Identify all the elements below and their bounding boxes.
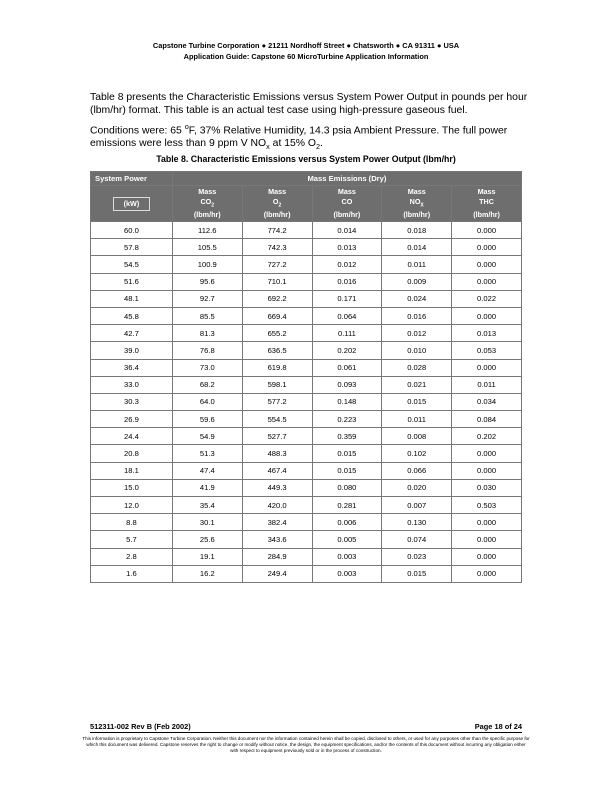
- table-row: [91, 256, 522, 273]
- table-cell: 0.015: [312, 462, 382, 479]
- table-cell: 42.7: [91, 325, 173, 342]
- table-cell: 0.020: [382, 479, 452, 496]
- table-row: [91, 497, 522, 514]
- table-cell: 25.6: [172, 531, 242, 548]
- table-row: [91, 325, 522, 342]
- table-cell: 92.7: [172, 290, 242, 307]
- table-cell: 0.015: [382, 565, 452, 582]
- table-cell: 45.8: [91, 307, 173, 324]
- table-row: [91, 290, 522, 307]
- table-cell: 0.202: [452, 428, 522, 445]
- table-row: [91, 239, 522, 256]
- table-cell: 39.0: [91, 342, 173, 359]
- table-cell: 0.171: [312, 290, 382, 307]
- table-cell: 0.011: [452, 376, 522, 393]
- table-row: [91, 307, 522, 324]
- table-cell: 54.9: [172, 428, 242, 445]
- header-system-power: System Power: [91, 172, 173, 186]
- table-cell: 20.8: [91, 445, 173, 462]
- table-row: [91, 342, 522, 359]
- body-text: [90, 91, 530, 157]
- header-col-0: Mass $CO_2$ (lbm/hr): [172, 186, 242, 222]
- paragraph-intro: Table 8 presents the Characteristic Emissions versus System Power Output in pounds per hour (lbm/hr) format. This table is an actual test case using high-pressure gaseous fuel.: [90, 92, 528, 116]
- conditions-text-a: Conditions were: 65: [90, 125, 185, 137]
- table-cell: 57.8: [91, 239, 173, 256]
- table-cell: 59.6: [172, 411, 242, 428]
- table-cell: 112.6: [172, 222, 242, 239]
- degree-sup: o: [184, 122, 189, 131]
- table-cell: 382.4: [242, 514, 312, 531]
- table-cell: 15.0: [91, 479, 173, 496]
- table-cell: 0.053: [452, 342, 522, 359]
- table-cell: 85.5: [172, 307, 242, 324]
- table-cell: 343.6: [242, 531, 312, 548]
- conditions-text-b: F, 37% Relative Humidity, 14.3 psia Ambient Pressure. The full power emissions were less than 9 ppm V NO: [90, 125, 508, 150]
- table-cell: 35.4: [172, 497, 242, 514]
- conditions-text-d: .: [320, 138, 323, 150]
- table-cell: 5.7: [91, 531, 173, 548]
- table-cell: 0.000: [452, 462, 522, 479]
- table-cell: 0.030: [452, 479, 522, 496]
- table-cell: 0.000: [452, 548, 522, 565]
- table-cell: 710.1: [242, 273, 312, 290]
- table-cell: 0.011: [382, 411, 452, 428]
- nox-sub: x: [266, 142, 270, 152]
- table-row: [91, 273, 522, 290]
- table-row: [91, 411, 522, 428]
- footer-page-number: Page 18 of 24: [474, 722, 522, 731]
- table-cell: 0.016: [382, 307, 452, 324]
- table-cell: 0.014: [382, 239, 452, 256]
- table-cell: 727.2: [242, 256, 312, 273]
- paragraph-conditions: [90, 120, 530, 154]
- header-company-line: Capstone Turbine Corporation ● 21211 Nordhoff Street ● Chatsworth ● CA 91311 ● USA: [152, 41, 460, 50]
- table-cell: 19.1: [172, 548, 242, 565]
- header-guide-line: Application Guide: Capstone 60 MicroTurbine Application Information: [183, 52, 429, 61]
- table-cell: 76.8: [172, 342, 242, 359]
- table-cell: 0.028: [382, 359, 452, 376]
- table-row: [91, 222, 522, 239]
- table-cell: 0.080: [312, 479, 382, 496]
- footer-divider: [90, 732, 522, 733]
- table-cell: 577.2: [242, 393, 312, 410]
- table-cell: 60.0: [91, 222, 173, 239]
- table-cell: 467.4: [242, 462, 312, 479]
- table-cell: 692.2: [242, 290, 312, 307]
- table-cell: 26.9: [91, 411, 173, 428]
- table-cell: 0.066: [382, 462, 452, 479]
- table-cell: 0.016: [312, 273, 382, 290]
- table-cell: 0.013: [312, 239, 382, 256]
- table-cell: 0.223: [312, 411, 382, 428]
- table-cell: 64.0: [172, 393, 242, 410]
- table-cell: 12.0: [91, 497, 173, 514]
- table-cell: 0.000: [452, 514, 522, 531]
- table-cell: 0.000: [452, 359, 522, 376]
- table-cell: 47.4: [172, 462, 242, 479]
- table-cell: 0.061: [312, 359, 382, 376]
- table-cell: 0.015: [382, 393, 452, 410]
- table-cell: 0.093: [312, 376, 382, 393]
- table-row: [91, 565, 522, 582]
- table-cell: 0.012: [312, 256, 382, 273]
- table-cell: 0.010: [382, 342, 452, 359]
- table-cell: 249.4: [242, 565, 312, 582]
- table-cell: 73.0: [172, 359, 242, 376]
- table-cell: 30.1: [172, 514, 242, 531]
- table-cell: 420.0: [242, 497, 312, 514]
- table-row: [91, 462, 522, 479]
- table-row: [91, 376, 522, 393]
- header-col-2: Mass CO (lbm/hr): [312, 186, 382, 222]
- table-cell: 24.4: [91, 428, 173, 445]
- footer-doc-id: 512311-002 Rev B (Feb 2002): [90, 722, 191, 731]
- table-cell: 0.034: [452, 393, 522, 410]
- table-cell: 0.000: [452, 222, 522, 239]
- table-cell: 54.5: [91, 256, 173, 273]
- table-cell: 0.012: [382, 325, 452, 342]
- header-kw-unit: (kW): [91, 186, 173, 222]
- footer-notice: This information is proprietary to Capstone Turbine Corporation. Neither this document nor the information contained herein shall be copied, disclosed to others, or used for any purposes other than the specific purpose for which this document was delivered. Capstone reserves the right to change or modify without notice, the design, the equipment specifications, and/or the contents of this document without incurring any obligation either with respect to equipment previously sold or in the process of construction.: [82, 736, 530, 753]
- o2-sub: 2: [316, 142, 321, 152]
- table-cell: 0.021: [382, 376, 452, 393]
- table-cell: 0.000: [452, 256, 522, 273]
- emissions-table: [90, 171, 522, 583]
- table-cell: 742.3: [242, 239, 312, 256]
- table-cell: 0.011: [382, 256, 452, 273]
- table-cell: 0.102: [382, 445, 452, 462]
- table-row: [91, 359, 522, 376]
- table-cell: 0.000: [452, 565, 522, 582]
- table-cell: 0.022: [452, 290, 522, 307]
- table-cell: 669.4: [242, 307, 312, 324]
- table-cell: 774.2: [242, 222, 312, 239]
- table-cell: 0.005: [312, 531, 382, 548]
- table-cell: 0.084: [452, 411, 522, 428]
- table-title: Table 8. Characteristic Emissions versus System Power Output (lbm/hr): [156, 154, 456, 164]
- table-cell: 41.9: [172, 479, 242, 496]
- table-cell: 0.281: [312, 497, 382, 514]
- table-cell: 655.2: [242, 325, 312, 342]
- table-cell: 33.0: [91, 376, 173, 393]
- table-cell: 30.3: [91, 393, 173, 410]
- table-cell: 48.1: [91, 290, 173, 307]
- table-row: [91, 479, 522, 496]
- header-mass-emissions: Mass Emissions (Dry): [172, 172, 521, 186]
- table-cell: 0.064: [312, 307, 382, 324]
- table-cell: 0.007: [382, 497, 452, 514]
- table-cell: 0.202: [312, 342, 382, 359]
- table-cell: 619.8: [242, 359, 312, 376]
- table-cell: 488.3: [242, 445, 312, 462]
- table-cell: 0.008: [382, 428, 452, 445]
- table-header: [91, 172, 522, 222]
- table-row: [91, 428, 522, 445]
- table-cell: 0.074: [382, 531, 452, 548]
- table-cell: 36.4: [91, 359, 173, 376]
- table-cell: 0.503: [452, 497, 522, 514]
- table-cell: 0.015: [312, 445, 382, 462]
- table-body: [91, 222, 522, 583]
- conditions-text-c: at 15% O: [269, 138, 316, 150]
- table-cell: 636.5: [242, 342, 312, 359]
- table-cell: 105.5: [172, 239, 242, 256]
- table-cell: 284.9: [242, 548, 312, 565]
- table-cell: 0.000: [452, 273, 522, 290]
- table-cell: 554.5: [242, 411, 312, 428]
- table-cell: 0.006: [312, 514, 382, 531]
- table-cell: 527.7: [242, 428, 312, 445]
- table-cell: 0.359: [312, 428, 382, 445]
- table-cell: 0.013: [452, 325, 522, 342]
- table-cell: 2.8: [91, 548, 173, 565]
- table-cell: 68.2: [172, 376, 242, 393]
- page-header: [0, 40, 612, 62]
- table-cell: 81.3: [172, 325, 242, 342]
- table-cell: 1.6: [91, 565, 173, 582]
- table-row: [91, 531, 522, 548]
- table-cell: 0.009: [382, 273, 452, 290]
- header-col-4: Mass THC (lbm/hr): [452, 186, 522, 222]
- table-cell: 100.9: [172, 256, 242, 273]
- table-cell: 0.130: [382, 514, 452, 531]
- header-col-3: Mass $NO_X$ (lbm/hr): [382, 186, 452, 222]
- table-cell: 0.148: [312, 393, 382, 410]
- table-cell: 0.000: [452, 531, 522, 548]
- table-row: [91, 393, 522, 410]
- table-cell: 598.1: [242, 376, 312, 393]
- table-cell: 0.014: [312, 222, 382, 239]
- table-cell: 8.8: [91, 514, 173, 531]
- table-cell: 0.023: [382, 548, 452, 565]
- table-cell: 0.000: [452, 445, 522, 462]
- table-row: [91, 445, 522, 462]
- table-cell: 18.1: [91, 462, 173, 479]
- table-cell: 95.6: [172, 273, 242, 290]
- table-cell: 51.3: [172, 445, 242, 462]
- table-cell: 0.024: [382, 290, 452, 307]
- table-row: [91, 514, 522, 531]
- table-row: [91, 548, 522, 565]
- table-cell: 0.003: [312, 548, 382, 565]
- table-cell: 0.000: [452, 307, 522, 324]
- table-cell: 449.3: [242, 479, 312, 496]
- table-cell: 0.003: [312, 565, 382, 582]
- table-cell: 0.018: [382, 222, 452, 239]
- table-cell: 0.000: [452, 239, 522, 256]
- table-cell: 16.2: [172, 565, 242, 582]
- table-cell: 0.111: [312, 325, 382, 342]
- header-col-1: Mass $O_2$ (lbm/hr): [242, 186, 312, 222]
- table-cell: 51.6: [91, 273, 173, 290]
